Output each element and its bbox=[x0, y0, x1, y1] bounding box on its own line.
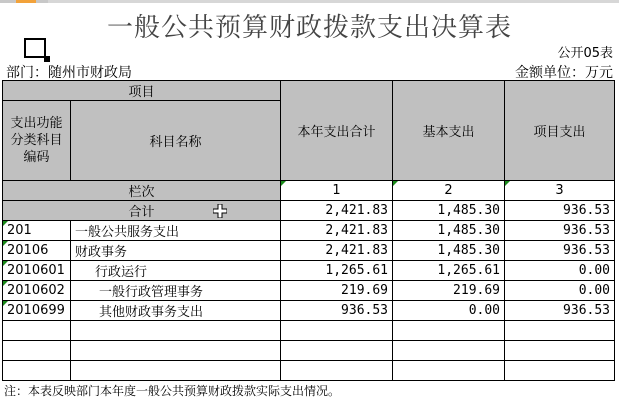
total-row-label[interactable]: 合计 bbox=[3, 201, 281, 221]
row-total[interactable]: 2,421.83 bbox=[281, 221, 393, 241]
table-row bbox=[3, 261, 615, 281]
toolbar-cell bbox=[36, 0, 48, 3]
selected-cell-box[interactable] bbox=[24, 38, 46, 58]
row-basic[interactable]: 1,485.30 bbox=[393, 221, 505, 241]
row-name[interactable]: 其他财政事务支出 bbox=[71, 301, 281, 321]
empty-cell[interactable] bbox=[71, 341, 281, 361]
column-index-1[interactable]: 1 bbox=[281, 181, 393, 201]
empty-cell[interactable] bbox=[3, 341, 71, 361]
total-row-total[interactable]: 2,421.83 bbox=[281, 201, 393, 221]
row-name[interactable]: 一般行政管理事务 bbox=[71, 281, 281, 301]
header-name[interactable]: 科目名称 bbox=[71, 101, 281, 181]
cell-cursor-icon bbox=[213, 204, 227, 218]
empty-cell[interactable] bbox=[505, 321, 615, 341]
empty-cell[interactable] bbox=[393, 341, 505, 361]
row-project[interactable]: 936.53 bbox=[505, 221, 615, 241]
toolbar-cell bbox=[0, 0, 16, 3]
empty-cell[interactable] bbox=[393, 321, 505, 341]
row-name[interactable]: 财政事务 bbox=[71, 241, 281, 261]
row-code[interactable]: 201 bbox=[3, 221, 71, 241]
row-total[interactable]: 2,421.83 bbox=[281, 241, 393, 261]
total-row-project[interactable]: 936.53 bbox=[505, 201, 615, 221]
empty-row bbox=[3, 361, 615, 381]
footnote: 注：本表反映部门本年度一般公共预算财政拨款实际支出情况。 bbox=[4, 384, 341, 398]
empty-cell[interactable] bbox=[3, 321, 71, 341]
sheet-title: 一般公共预算财政拨款支出决算表 bbox=[106, 13, 512, 43]
empty-cell[interactable] bbox=[281, 321, 393, 341]
toolbar-strip bbox=[0, 0, 619, 3]
header-item[interactable]: 项目 bbox=[3, 81, 281, 101]
column-index-2[interactable]: 2 bbox=[393, 181, 505, 201]
row-basic[interactable]: 1,485.30 bbox=[393, 241, 505, 261]
header-basic[interactable]: 基本支出 bbox=[393, 81, 505, 181]
table-row bbox=[3, 281, 615, 301]
spreadsheet-table bbox=[2, 80, 615, 381]
table-row bbox=[3, 301, 615, 321]
total-row-basic[interactable]: 1,485.30 bbox=[393, 201, 505, 221]
header-project[interactable]: 项目支出 bbox=[505, 81, 615, 181]
row-code[interactable]: 2010601 bbox=[3, 261, 71, 281]
empty-row bbox=[3, 321, 615, 341]
header-total[interactable]: 本年支出合计 bbox=[281, 81, 393, 181]
row-total[interactable]: 936.53 bbox=[281, 301, 393, 321]
row-basic[interactable]: 0.00 bbox=[393, 301, 505, 321]
column-index-label[interactable]: 栏次 bbox=[3, 181, 281, 201]
empty-cell[interactable] bbox=[281, 361, 393, 381]
row-project[interactable]: 0.00 bbox=[505, 281, 615, 301]
form-number: 公开05表 bbox=[557, 46, 613, 61]
empty-cell[interactable] bbox=[71, 321, 281, 341]
empty-cell[interactable] bbox=[281, 341, 393, 361]
row-total[interactable]: 1,265.61 bbox=[281, 261, 393, 281]
empty-cell[interactable] bbox=[3, 361, 71, 381]
empty-row bbox=[3, 341, 615, 361]
table-row bbox=[3, 221, 615, 241]
row-code[interactable]: 2010602 bbox=[3, 281, 71, 301]
row-basic[interactable]: 219.69 bbox=[393, 281, 505, 301]
row-name[interactable]: 一般公共服务支出 bbox=[71, 221, 281, 241]
row-project[interactable]: 936.53 bbox=[505, 301, 615, 321]
row-project[interactable]: 0.00 bbox=[505, 261, 615, 281]
empty-cell[interactable] bbox=[393, 361, 505, 381]
row-basic[interactable]: 1,265.61 bbox=[393, 261, 505, 281]
column-index-3[interactable]: 3 bbox=[505, 181, 615, 201]
row-total[interactable]: 219.69 bbox=[281, 281, 393, 301]
row-project[interactable]: 936.53 bbox=[505, 241, 615, 261]
row-code[interactable]: 2010699 bbox=[3, 301, 71, 321]
table-row bbox=[3, 241, 615, 261]
header-code[interactable]: 支出功能分类科目编码 bbox=[3, 101, 71, 181]
empty-cell[interactable] bbox=[505, 341, 615, 361]
department-label: 部门：随州市财政局 bbox=[6, 65, 132, 81]
empty-cell[interactable] bbox=[505, 361, 615, 381]
row-name[interactable]: 行政运行 bbox=[71, 261, 281, 281]
empty-cell[interactable] bbox=[71, 361, 281, 381]
row-code[interactable]: 20106 bbox=[3, 241, 71, 261]
unit-label: 金额单位：万元 bbox=[515, 65, 613, 81]
active-toolbar-tab[interactable] bbox=[16, 0, 36, 3]
